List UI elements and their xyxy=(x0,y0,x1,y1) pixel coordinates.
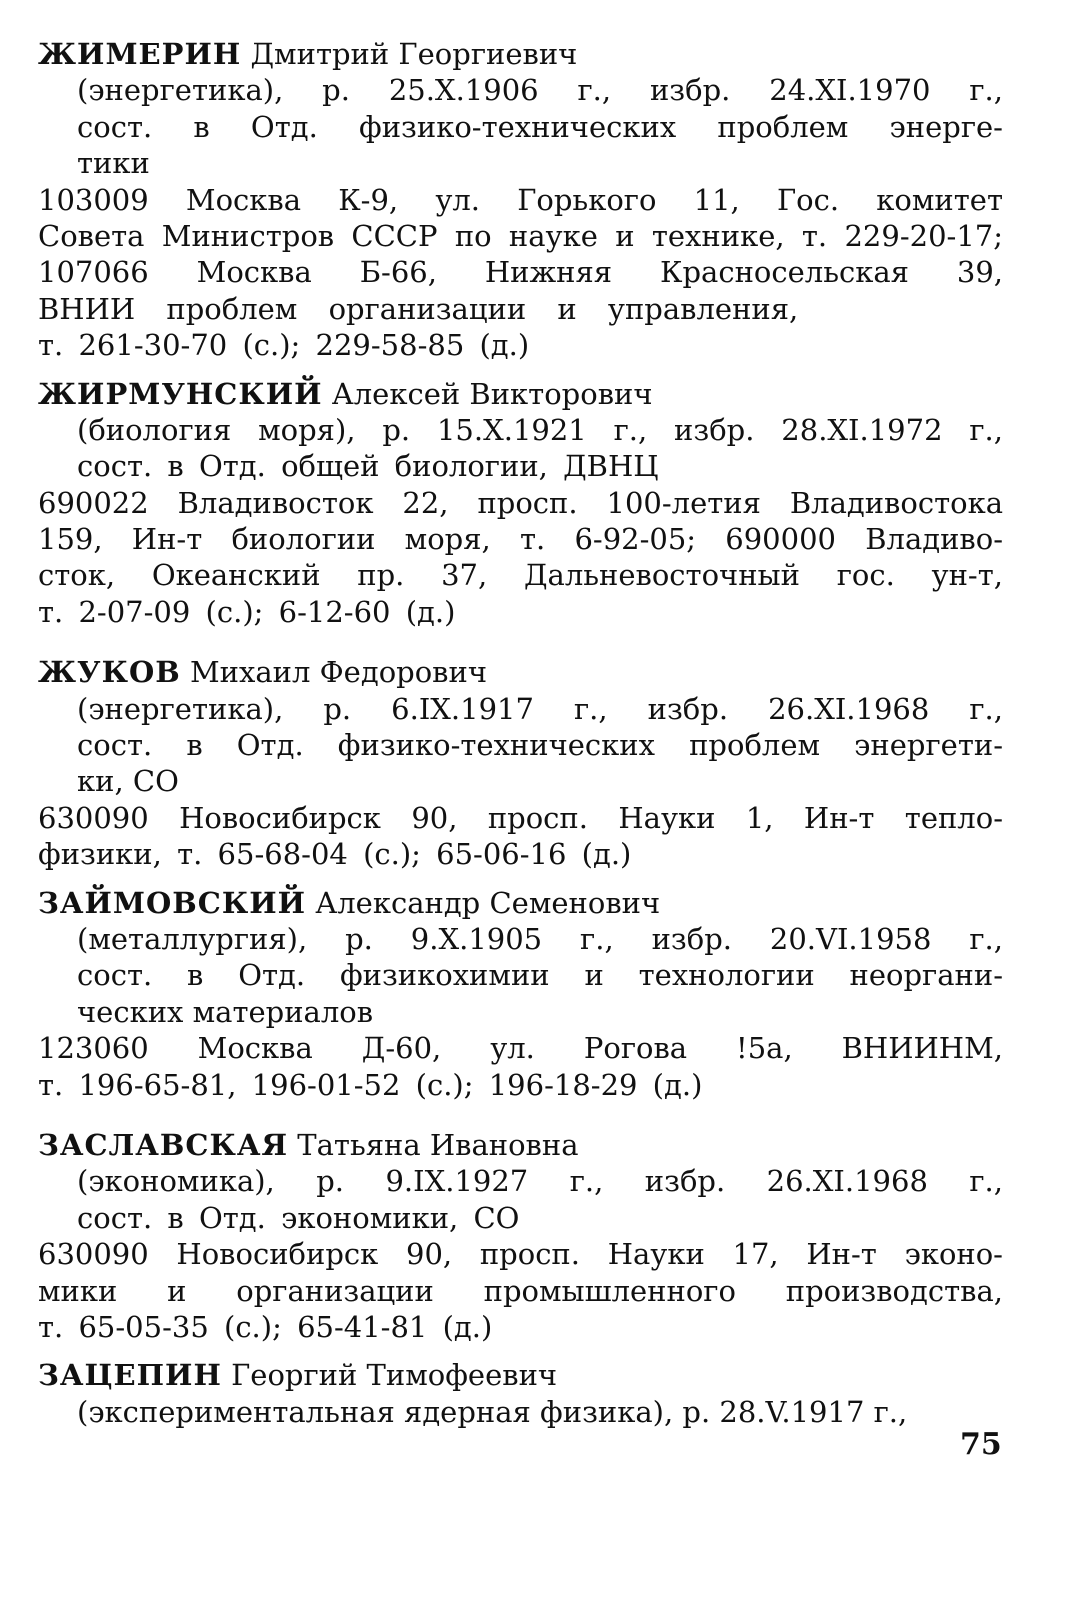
entry-address-line: физики, т. 65-68-04 (с.); 65-06-16 (д.) xyxy=(38,837,632,872)
entry-info-line: ческих материалов xyxy=(77,994,374,1029)
entry-info-line: сост. в Отд. физико-технических проблем энерге- xyxy=(77,109,1003,144)
entry-info-line: (металлургия), р. 9.X.1905 г., избр. 20.VI.1958 г., xyxy=(77,921,1003,956)
entry-address-line: 103009 Москва К-9, ул. Горького 11, Гос. комитет xyxy=(38,182,1003,217)
entry-surname: ЗАСЛАВСКАЯ xyxy=(38,1127,289,1162)
entry-given-name: Татьяна Ивановна xyxy=(297,1127,579,1162)
entry-address-line: сток, Океанский пр. 37, Дальневосточный гос. ун-т, xyxy=(38,558,1003,593)
directory-page xyxy=(38,36,1003,1430)
directory-entry xyxy=(38,1357,1003,1430)
entry-info-line: (экспериментальная ядерная физика), р. 28.V.1917 г., xyxy=(77,1394,908,1429)
entry-address-line: т. 65-05-35 (с.); 65-41-81 (д.) xyxy=(38,1309,493,1344)
entry-heading xyxy=(38,1357,1003,1393)
entry-address-line: 159, Ин-т биологии моря, т. 6-92-05; 690000 Владиво- xyxy=(38,522,1003,557)
entry-surname: ЗАЙМОВСКИЙ xyxy=(38,885,307,920)
entry-address-line: 107066 Москва Б-66, Нижняя Красносельская 39, xyxy=(38,255,1003,290)
entry-surname: ЖИРМУНСКИЙ xyxy=(38,376,323,411)
entry-info-line: сост. в Отд. физикохимии и технологии неоргани- xyxy=(77,958,1003,993)
entry-address-line: мики и организации промышленного производства, xyxy=(38,1273,1003,1308)
entry-surname: ЗАЦЕПИН xyxy=(38,1358,222,1393)
entry-address-line: т. 2-07-09 (с.); 6-12-60 (д.) xyxy=(38,594,456,629)
entry-heading xyxy=(38,654,1003,690)
page-number: 75 xyxy=(960,1427,1002,1462)
entry-info-line: ки, СО xyxy=(77,764,179,799)
entry-given-name: Михаил Федорович xyxy=(189,655,488,690)
entry-info-line: (биология моря), р. 15.X.1921 г., избр. 28.XI.1972 г., xyxy=(77,412,1003,447)
entry-info-line: (экономика), р. 9.IX.1927 г., избр. 26.XI.1968 г., xyxy=(77,1164,1003,1199)
entry-info-line: сост. в Отд. физико-технических проблем энергети- xyxy=(77,728,1003,763)
entry-given-name: Алексей Викторович xyxy=(331,376,653,411)
entry-info-line: (энергетика), р. 25.X.1906 г., избр. 24.XI.1970 г., xyxy=(77,73,1003,108)
entry-given-name: Георгий Тимофеевич xyxy=(231,1358,558,1393)
entry-surname: ЖУКОВ xyxy=(38,655,181,690)
directory-entry xyxy=(38,654,1003,872)
entry-heading xyxy=(38,885,1003,921)
entry-given-name: Дмитрий Георгиевич xyxy=(250,37,578,71)
entry-address-line: 630090 Новосибирск 90, просп. Науки 17, Ин-т эконо- xyxy=(38,1237,1003,1272)
entry-address-line: 630090 Новосибирск 90, просп. Науки 1, Ин-т тепло- xyxy=(38,800,1003,835)
directory-entry xyxy=(38,885,1003,1103)
entry-heading xyxy=(38,1127,1003,1163)
entry-address-line: 690022 Владивосток 22, просп. 100-летия Владивостока xyxy=(38,485,1003,520)
entry-info-line: сост. в Отд. экономики, СО xyxy=(77,1200,520,1235)
entry-info-line: тики xyxy=(77,146,150,181)
entry-address-line: т. 196-65-81, 196-01-52 (с.); 196-18-29 (д.) xyxy=(38,1067,703,1102)
entry-address-line: т. 261-30-70 (с.); 229-58-85 (д.) xyxy=(38,328,530,363)
entry-info-line: сост. в Отд. общей биологии, ДВНЦ xyxy=(77,449,659,484)
entry-surname: ЖИМЕРИН xyxy=(38,37,242,71)
entry-address-line: 123060 Москва Д-60, ул. Рогова !5а, ВНИИНМ, xyxy=(38,1031,1003,1066)
entry-given-name: Александр Семенович xyxy=(315,885,661,920)
entry-address-line: Совета Министров СССР по науке и технике, т. 229-20-17; xyxy=(38,218,1003,253)
directory-entry xyxy=(38,376,1003,631)
entry-heading xyxy=(38,36,1003,72)
entry-address-line: ВНИИ проблем организации и управления, xyxy=(38,291,799,326)
entry-heading xyxy=(38,376,1003,412)
directory-entry xyxy=(38,1127,1003,1345)
directory-entry xyxy=(38,36,1003,364)
entry-info-line: (энергетика), р. 6.IX.1917 г., избр. 26.XI.1968 г., xyxy=(77,691,1003,726)
